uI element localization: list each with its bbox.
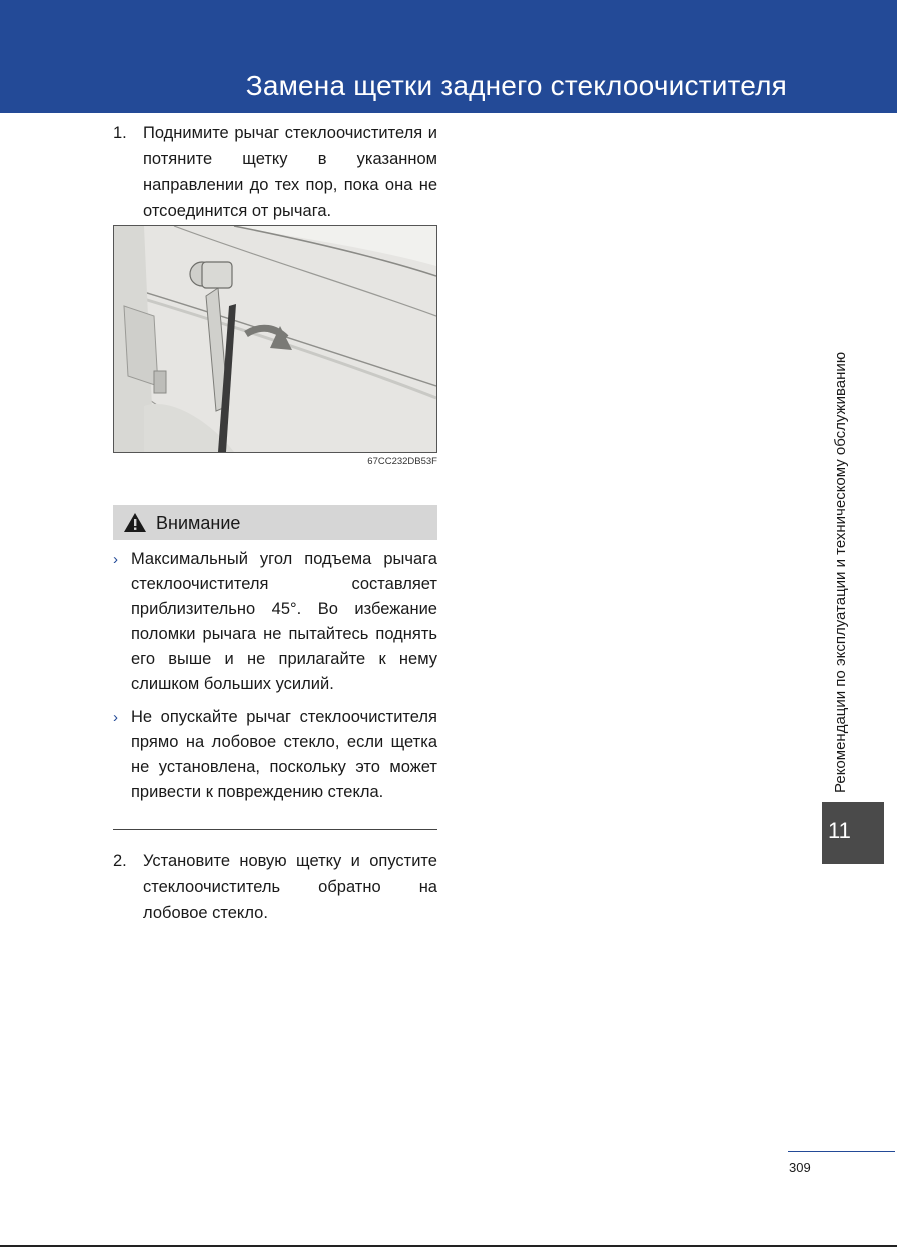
notice-divider — [113, 829, 437, 830]
figure-code: 67CC232DB53F — [367, 456, 437, 467]
step-text: Поднимите рычаг стеклоочистителя и потяните щетку в указанном направлении до тех пор, пока она не отсоединится от рычага. — [143, 124, 437, 220]
page-header — [0, 0, 897, 113]
chapter-tab — [822, 802, 884, 864]
notice-item — [113, 547, 437, 697]
wiper-illustration — [114, 226, 436, 452]
step-number: 2. — [113, 852, 127, 870]
page-bottom-border — [0, 1245, 897, 1247]
wiper-photo — [113, 225, 437, 453]
step-1 — [113, 120, 437, 224]
page-number-divider — [788, 1151, 895, 1152]
notice-item-text: Максимальный угол подъема рычага стеклоочистителя составляет приблизительно 45°. Во избежание поломки рычага не пытайтесь поднять его выше и не прилагайте к нему слишком больших усилий. — [131, 550, 437, 693]
page-title: Замена щетки заднего стеклоочистителя — [245, 70, 787, 101]
chapter-number: 11 — [828, 818, 851, 843]
page-number: 309 — [789, 1160, 811, 1175]
chevron-right-icon: › — [113, 709, 118, 726]
warning-triangle-icon — [123, 512, 147, 538]
step-number: 1. — [113, 124, 127, 142]
step-text: Установите новую щетку и опустите стеклоочиститель обратно на лобовое стекло. — [143, 852, 437, 922]
notice-title: Внимание — [156, 513, 241, 533]
notice-item — [113, 705, 437, 805]
chevron-right-icon: › — [113, 551, 118, 568]
notice-header — [113, 505, 437, 540]
notice-item-text: Не опускайте рычаг стеклоочистителя прямо на лобовое стекло, если щетка не установлена, поскольку это может привести к повреждению стекла. — [131, 708, 437, 801]
section-side-title: Рекомендации по эксплуатации и техническому обслуживанию — [832, 351, 849, 793]
step-2 — [113, 848, 437, 926]
